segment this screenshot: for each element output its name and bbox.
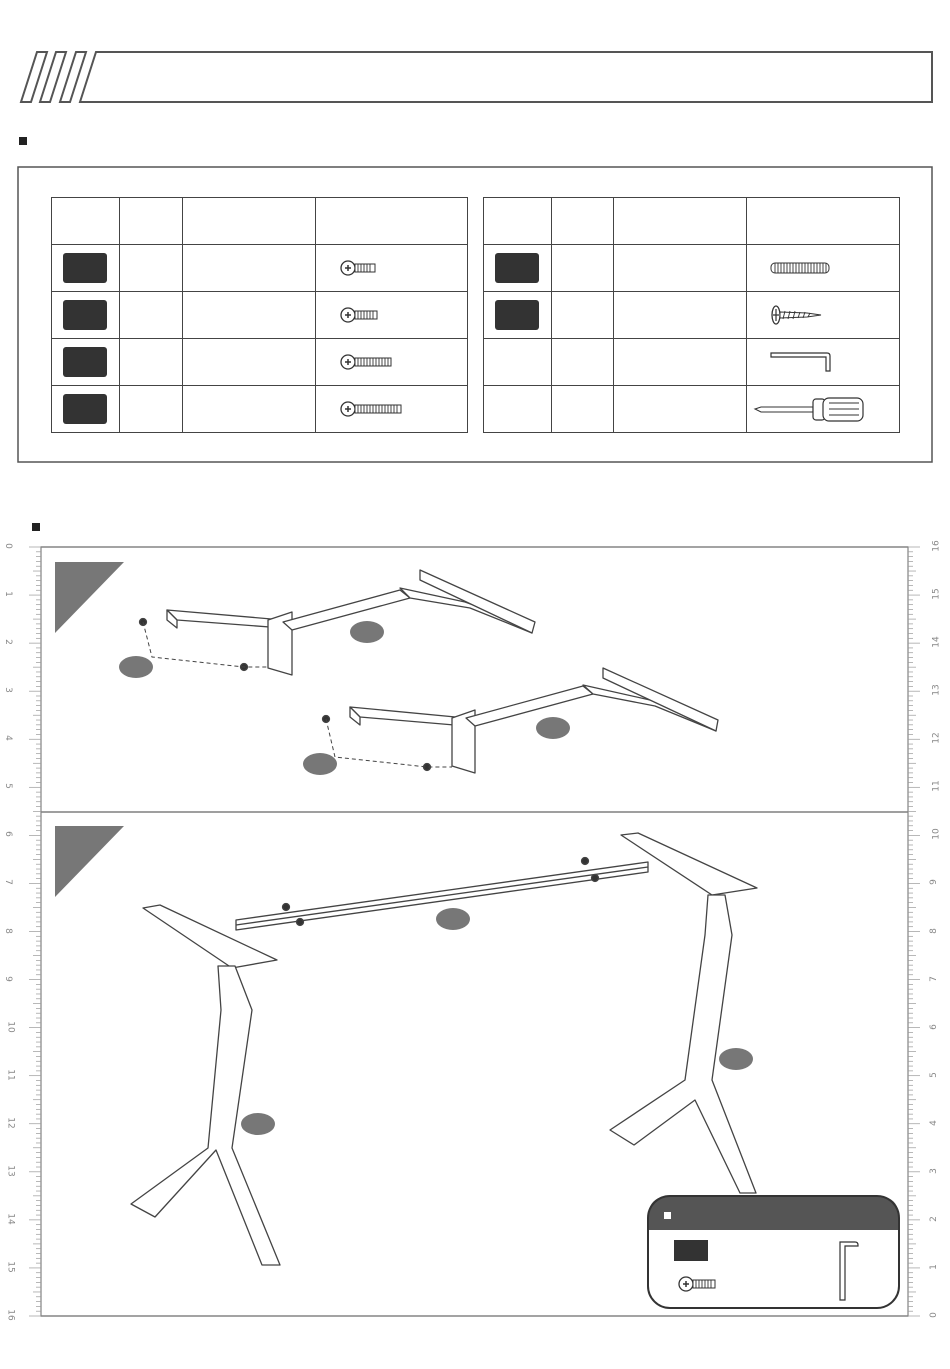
- ruler-label: 15: [931, 588, 942, 600]
- ruler-label: 4: [2, 735, 13, 742]
- spec-cell: [183, 339, 316, 386]
- part-badge: [63, 347, 107, 377]
- part-badge: [63, 394, 107, 424]
- ruler-label: 10: [5, 1020, 16, 1033]
- leg-right: [610, 833, 757, 1193]
- assembly-guide-line: [326, 719, 452, 767]
- part-id-cell: [52, 386, 120, 433]
- ruler-label: 8: [2, 927, 13, 934]
- ruler-label: 5: [928, 1071, 939, 1078]
- threaded-rod-icon: [747, 246, 897, 286]
- qty-cell: [120, 245, 183, 292]
- ruler-label: 0: [2, 543, 13, 549]
- part-label-badge: [241, 1113, 275, 1135]
- allen-key-icon: [836, 1238, 864, 1304]
- part-image-cell: [747, 386, 900, 433]
- hardware-table-right: [483, 197, 900, 433]
- ruler-label: 0: [928, 1312, 939, 1318]
- header-cell: [316, 198, 468, 245]
- part-badge: [63, 300, 107, 330]
- spec-cell: [183, 245, 316, 292]
- bolt-long-icon: [316, 387, 466, 427]
- part-image-cell: [316, 292, 468, 339]
- part-label-badge: [436, 908, 470, 930]
- part-id-cell: [52, 292, 120, 339]
- qty-cell: [551, 386, 614, 433]
- ruler-label: 11: [5, 1068, 16, 1081]
- header-cell: [484, 198, 552, 245]
- bolt-medium-icon: [316, 340, 466, 380]
- bolt-icon: [676, 1272, 720, 1296]
- hardware-table-left: [51, 197, 468, 433]
- ruler-label: 13: [5, 1165, 16, 1177]
- part-id-cell: [484, 339, 552, 386]
- qty-cell: [551, 292, 614, 339]
- part-image-cell: [316, 245, 468, 292]
- part-image-cell: [747, 339, 900, 386]
- bolt-short-icon: [316, 246, 466, 286]
- leg-left: [131, 905, 280, 1265]
- part-image-cell: [316, 339, 468, 386]
- step-2-tab: [55, 826, 124, 897]
- qty-cell: [120, 339, 183, 386]
- step-1-tab: [55, 562, 124, 633]
- ruler-label: 4: [928, 1119, 939, 1126]
- header-cell: [120, 198, 183, 245]
- ruler-label: 7: [928, 975, 939, 982]
- qty-cell: [120, 386, 183, 433]
- screwdriver-icon: [747, 387, 899, 427]
- ruler-label: 5: [2, 783, 13, 790]
- wood-screw-icon: [747, 293, 897, 333]
- part-label-badge: [719, 1048, 753, 1070]
- header-banner: [21, 52, 932, 102]
- part-id-cell: [52, 245, 120, 292]
- bolt-label-badge: [303, 753, 337, 775]
- assembly-guide-line: [143, 622, 268, 667]
- ruler-label: 6: [928, 1023, 939, 1030]
- part-badge: [63, 253, 107, 283]
- ruler-label: 1: [2, 591, 13, 597]
- ruler-label: 10: [931, 828, 942, 841]
- part-id-cell: [52, 339, 120, 386]
- part-image-cell: [316, 386, 468, 433]
- ruler-label: 7: [2, 879, 13, 886]
- ruler-label: 8: [928, 927, 939, 934]
- header-cell: [52, 198, 120, 245]
- part-image-cell: [747, 245, 900, 292]
- ruler-label: 3: [928, 1167, 939, 1174]
- ruler-label: 16: [5, 1309, 16, 1321]
- header-cell: [747, 198, 900, 245]
- spec-cell: [183, 292, 316, 339]
- ruler-label: 9: [928, 879, 939, 886]
- header-cell: [551, 198, 614, 245]
- ruler-label: 13: [931, 684, 942, 696]
- part-badge: [495, 300, 539, 330]
- header-cell: [183, 198, 316, 245]
- spec-cell: [614, 339, 747, 386]
- ruler-label: 14: [5, 1213, 16, 1225]
- spec-cell: [183, 386, 316, 433]
- bolt-label-badge: [119, 656, 153, 678]
- qty-cell: [551, 339, 614, 386]
- ruler-label: 12: [931, 732, 942, 744]
- qty-cell: [120, 292, 183, 339]
- part-image-cell: [747, 292, 900, 339]
- ruler-right: [908, 547, 920, 1316]
- part-label-badge: [536, 717, 570, 739]
- bolt-flat-icon: [316, 293, 466, 333]
- crossbeam-bracket-upper: [140, 570, 536, 675]
- ruler-label: 9: [2, 975, 13, 982]
- section-marker-assembly: [32, 523, 40, 531]
- part-id-cell: [484, 245, 552, 292]
- spec-cell: [614, 292, 747, 339]
- part-id-cell: [484, 292, 552, 339]
- part-id-cell: [484, 386, 552, 433]
- ruler-left: [29, 547, 41, 1316]
- crossbeam-bracket-lower: [323, 668, 719, 773]
- section-marker-hardware: [19, 137, 27, 145]
- ruler-label: 12: [5, 1117, 16, 1129]
- qty-cell: [551, 245, 614, 292]
- header-cell: [614, 198, 747, 245]
- ruler-label: 2: [928, 1216, 939, 1222]
- spec-cell: [614, 386, 747, 433]
- ruler-label: 14: [931, 636, 942, 648]
- ruler-label: 2: [2, 639, 13, 645]
- ruler-label: 3: [2, 687, 13, 694]
- ruler-label: 16: [931, 540, 942, 552]
- ruler-label: 6: [2, 831, 13, 838]
- part-label-badge: [350, 621, 384, 643]
- ruler-label: 15: [5, 1261, 16, 1273]
- ruler-label: 11: [931, 780, 942, 793]
- spec-cell: [614, 245, 747, 292]
- part-badge: [495, 253, 539, 283]
- allen-key-icon: [747, 340, 897, 380]
- ruler-label: 1: [928, 1264, 939, 1270]
